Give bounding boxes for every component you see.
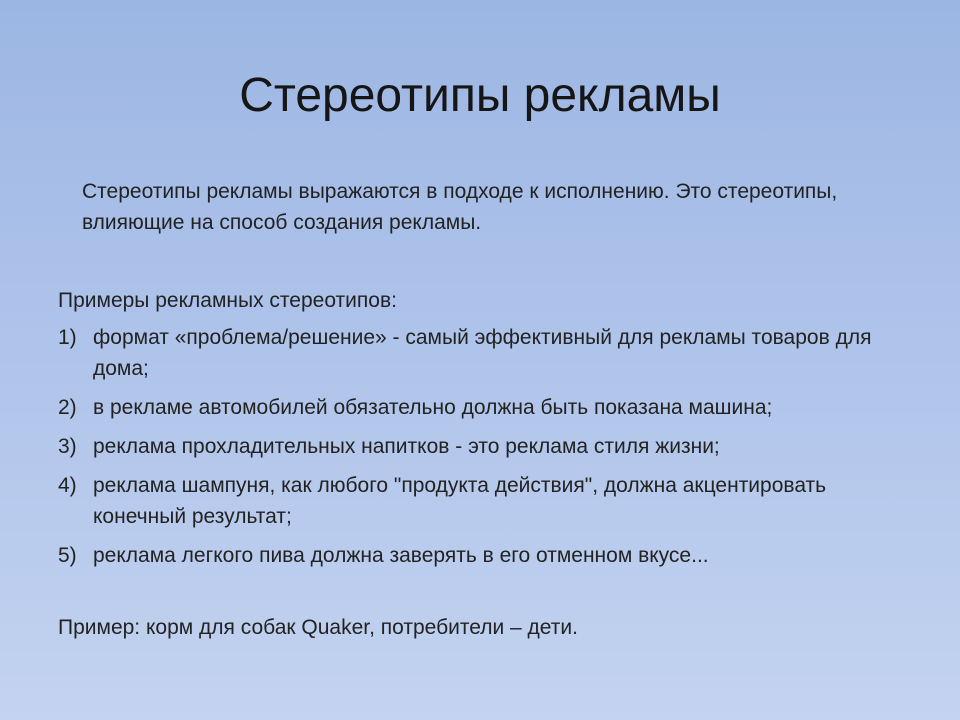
list-item-number: 3) bbox=[58, 435, 77, 458]
list-item-text: реклама шампуня, как любого "продукта действия", должна акцентировать конечный результат; bbox=[93, 474, 827, 528]
list-item-number: 4) bbox=[58, 474, 77, 497]
intro-paragraph: Стереотипы рекламы выражаются в подходе к исполнению. Это стереотипы, влияющие на способ создания рекламы. bbox=[82, 180, 838, 234]
list-item bbox=[58, 540, 918, 571]
list-item bbox=[58, 392, 918, 423]
list-item bbox=[58, 322, 918, 384]
example-note: Пример: корм для собак Quaker, потребители – дети. bbox=[58, 616, 578, 639]
list-item-number: 5) bbox=[58, 544, 77, 567]
list-item-number: 2) bbox=[58, 396, 77, 419]
list-item bbox=[58, 470, 918, 532]
list-item-text: реклама легкого пива должна заверять в его отменном вкусе... bbox=[93, 544, 709, 567]
list-item bbox=[58, 431, 918, 462]
examples-heading: Примеры рекламных стереотипов: bbox=[58, 289, 397, 312]
list-item-text: формат «проблема/решение» - самый эффективный для рекламы товаров для дома; bbox=[93, 326, 872, 380]
list-item-number: 1) bbox=[58, 326, 77, 349]
examples-list bbox=[58, 322, 918, 579]
list-item-text: в рекламе автомобилей обязательно должна быть показана машина; bbox=[93, 396, 773, 419]
list-item-text: реклама прохладительных напитков - это реклама стиля жизни; bbox=[93, 435, 720, 458]
slide-title: Стереотипы рекламы bbox=[239, 69, 721, 122]
